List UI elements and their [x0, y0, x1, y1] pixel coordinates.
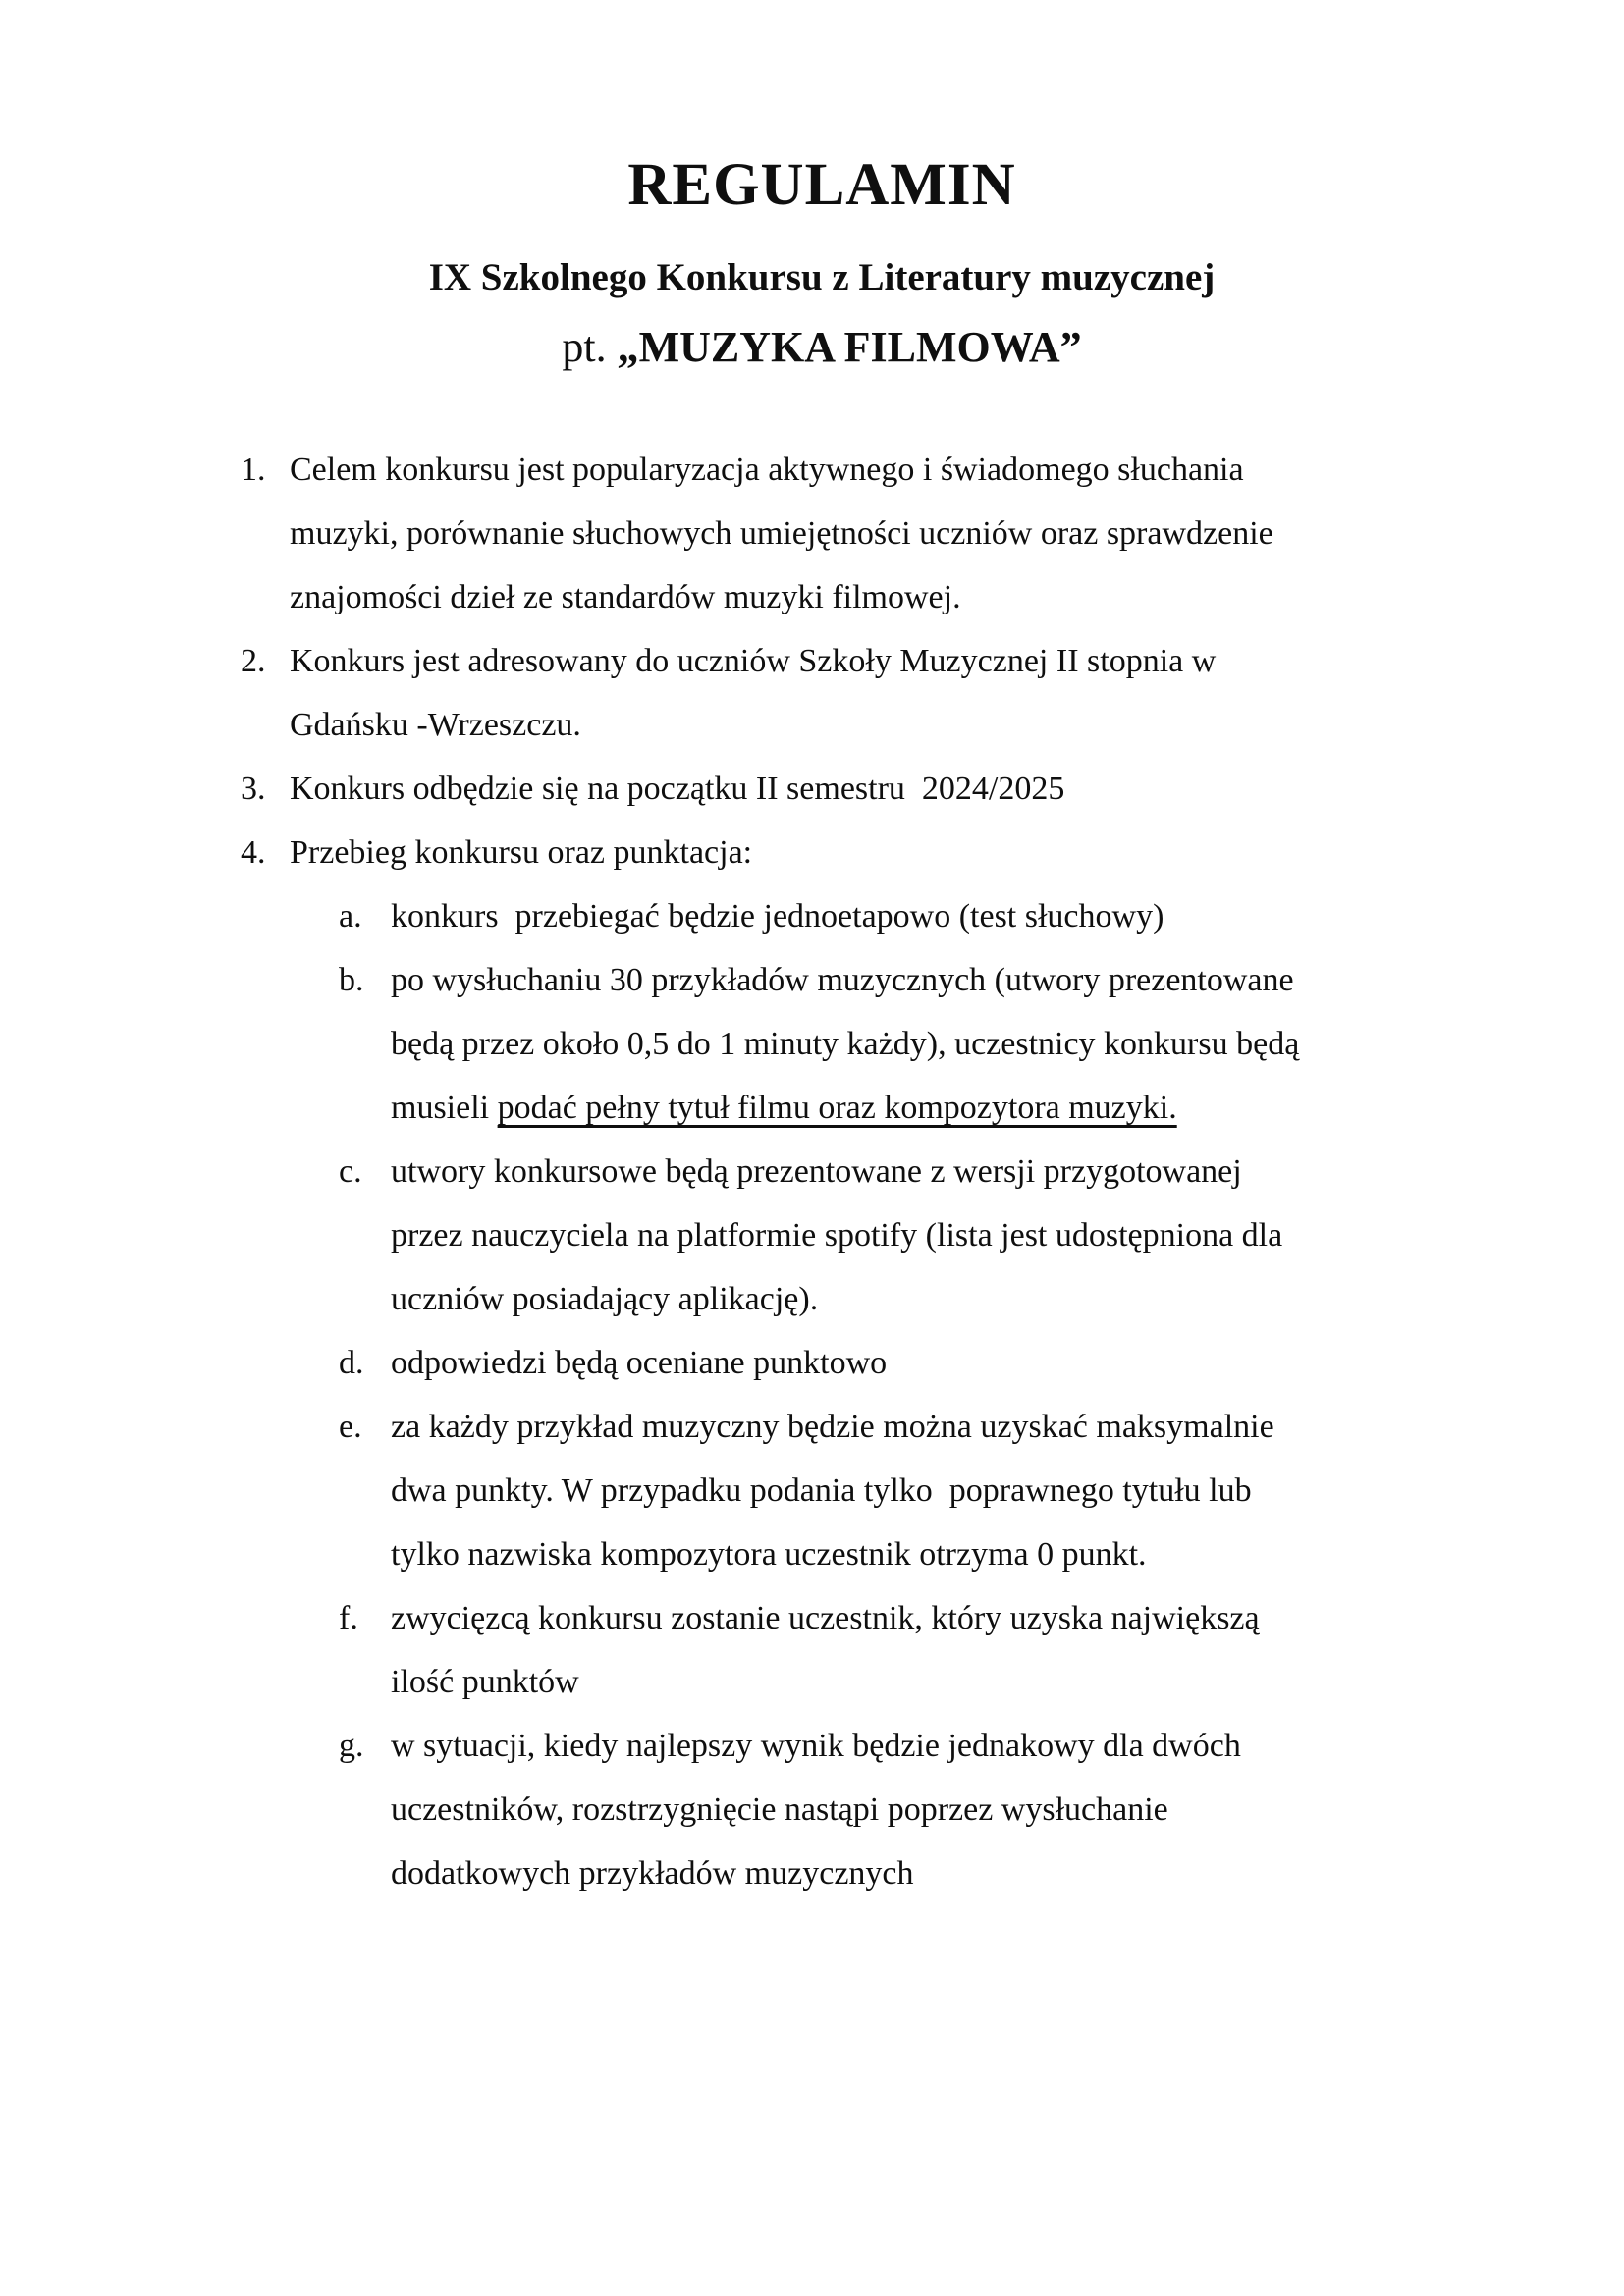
text-line: odpowiedzi będą oceniane punktowo	[391, 1345, 888, 1381]
sub-item-d-marker: d.	[339, 1345, 364, 1381]
sub-item-f-marker: f.	[339, 1600, 358, 1636]
text-line: przez nauczyciela na platformie spotify (lista jest udostępniona dla	[391, 1217, 1283, 1254]
list-item-3-text	[290, 757, 1624, 821]
sub-item-g-marker: g.	[339, 1728, 364, 1764]
sub-item-c	[339, 1140, 1624, 1331]
text-line: tylko nazwiska kompozytora uczestnik otrzyma 0 punkt.	[391, 1536, 1147, 1573]
text-line: dodatkowych przykładów muzycznych	[391, 1855, 914, 1892]
sub-item-a-text	[391, 884, 1624, 948]
text-line: znajomości dzieł ze standardów muzyki filmowej.	[290, 579, 961, 615]
text-underlined: podać pełny tytuł filmu oraz kompozytora muzyki.	[497, 1090, 1177, 1126]
sub-item-a-marker: a.	[339, 898, 362, 934]
text-line: Konkurs odbędzie się na początku II semestru 2024/2025	[290, 771, 1065, 807]
text-line: po wysłuchaniu 30 przykładów muzycznych (utwory prezentowane	[391, 962, 1294, 998]
text-line: uczestników, rozstrzygnięcie nastąpi poprzez wysłuchanie	[391, 1791, 1168, 1828]
sub-item-c-text	[391, 1140, 1624, 1331]
text-line: dwa punkty. W przypadku podania tylko poprawnego tytułu lub	[391, 1472, 1252, 1509]
list-item-1-marker: 1.	[241, 452, 266, 488]
sub-item-c-marker: c.	[339, 1153, 362, 1190]
text-line: za każdy przykład muzyczny będzie można uzyskać maksymalnie	[391, 1409, 1274, 1445]
list-item-2-text	[290, 629, 1624, 757]
text-line: Celem konkursu jest popularyzacja aktywnego i świadomego słuchania	[290, 452, 1244, 488]
text-line: będą przez około 0,5 do 1 minuty każdy), uczestnicy konkursu będą	[391, 1026, 1300, 1062]
sub-item-f-text	[391, 1586, 1624, 1714]
sub-item-b	[339, 948, 1624, 1140]
page-title: REGULAMIN	[627, 152, 1016, 218]
sub-item-d	[339, 1331, 1624, 1395]
sub-item-a	[339, 884, 1624, 948]
subtitle-theme-name: „MUZYKA FILMOWA”	[617, 323, 1082, 371]
sub-item-g	[339, 1714, 1624, 1905]
sub-item-b-text	[391, 948, 1624, 1140]
list-item-4	[241, 821, 1624, 884]
subtitle-competition: IX Szkolnego Konkursu z Literatury muzycznej	[428, 256, 1216, 298]
text-line: utwory konkursowe będą prezentowane z wersji przygotowanej	[391, 1153, 1242, 1190]
sub-item-e-text	[391, 1395, 1624, 1586]
text-line: ilość punktów	[391, 1664, 579, 1700]
list-item-3	[241, 757, 1624, 821]
list-item-2-marker: 2.	[241, 643, 266, 679]
text-line: Przebieg konkursu oraz punktacja:	[290, 834, 753, 871]
text-line: uczniów posiadający aplikację).	[391, 1281, 819, 1317]
sub-item-g-text	[391, 1714, 1624, 1905]
sub-item-b-marker: b.	[339, 962, 364, 998]
sub-item-e	[339, 1395, 1624, 1586]
list-item-1-text	[290, 438, 1624, 629]
sub-item-d-text	[391, 1331, 1624, 1395]
sub-list	[241, 884, 1624, 1905]
text-line: konkurs przebiegać będzie jednoetapowo (test słuchowy)	[391, 898, 1164, 934]
list-item-1	[241, 438, 1624, 629]
sub-item-e-marker: e.	[339, 1409, 362, 1445]
text-line: Konkurs jest adresowany do uczniów Szkoły Muzycznej II stopnia w	[290, 643, 1217, 679]
list-item-4-text	[290, 821, 1624, 884]
rules-list	[0, 438, 1624, 1905]
sub-item-f	[339, 1586, 1624, 1714]
text-line: zwycięzcą konkursu zostanie uczestnik, który uzyska największą	[391, 1600, 1260, 1636]
text-line: Gdańsku -Wrzeszczu.	[290, 707, 581, 743]
document-header	[0, 153, 1624, 373]
subtitle-theme	[20, 322, 1624, 373]
list-item-2	[241, 629, 1624, 757]
text-plain: musieli	[391, 1090, 498, 1126]
text-line: w sytuacji, kiedy najlepszy wynik będzie jednakowy dla dwóch	[391, 1728, 1241, 1764]
list-item-4-marker: 4.	[241, 834, 266, 871]
text-line: muzyki, porównanie słuchowych umiejętności uczniów oraz sprawdzenie	[290, 515, 1273, 552]
list-item-3-marker: 3.	[241, 771, 266, 807]
text-line-with-underline	[391, 1076, 1624, 1140]
subtitle-theme-prefix: pt.	[562, 323, 618, 371]
